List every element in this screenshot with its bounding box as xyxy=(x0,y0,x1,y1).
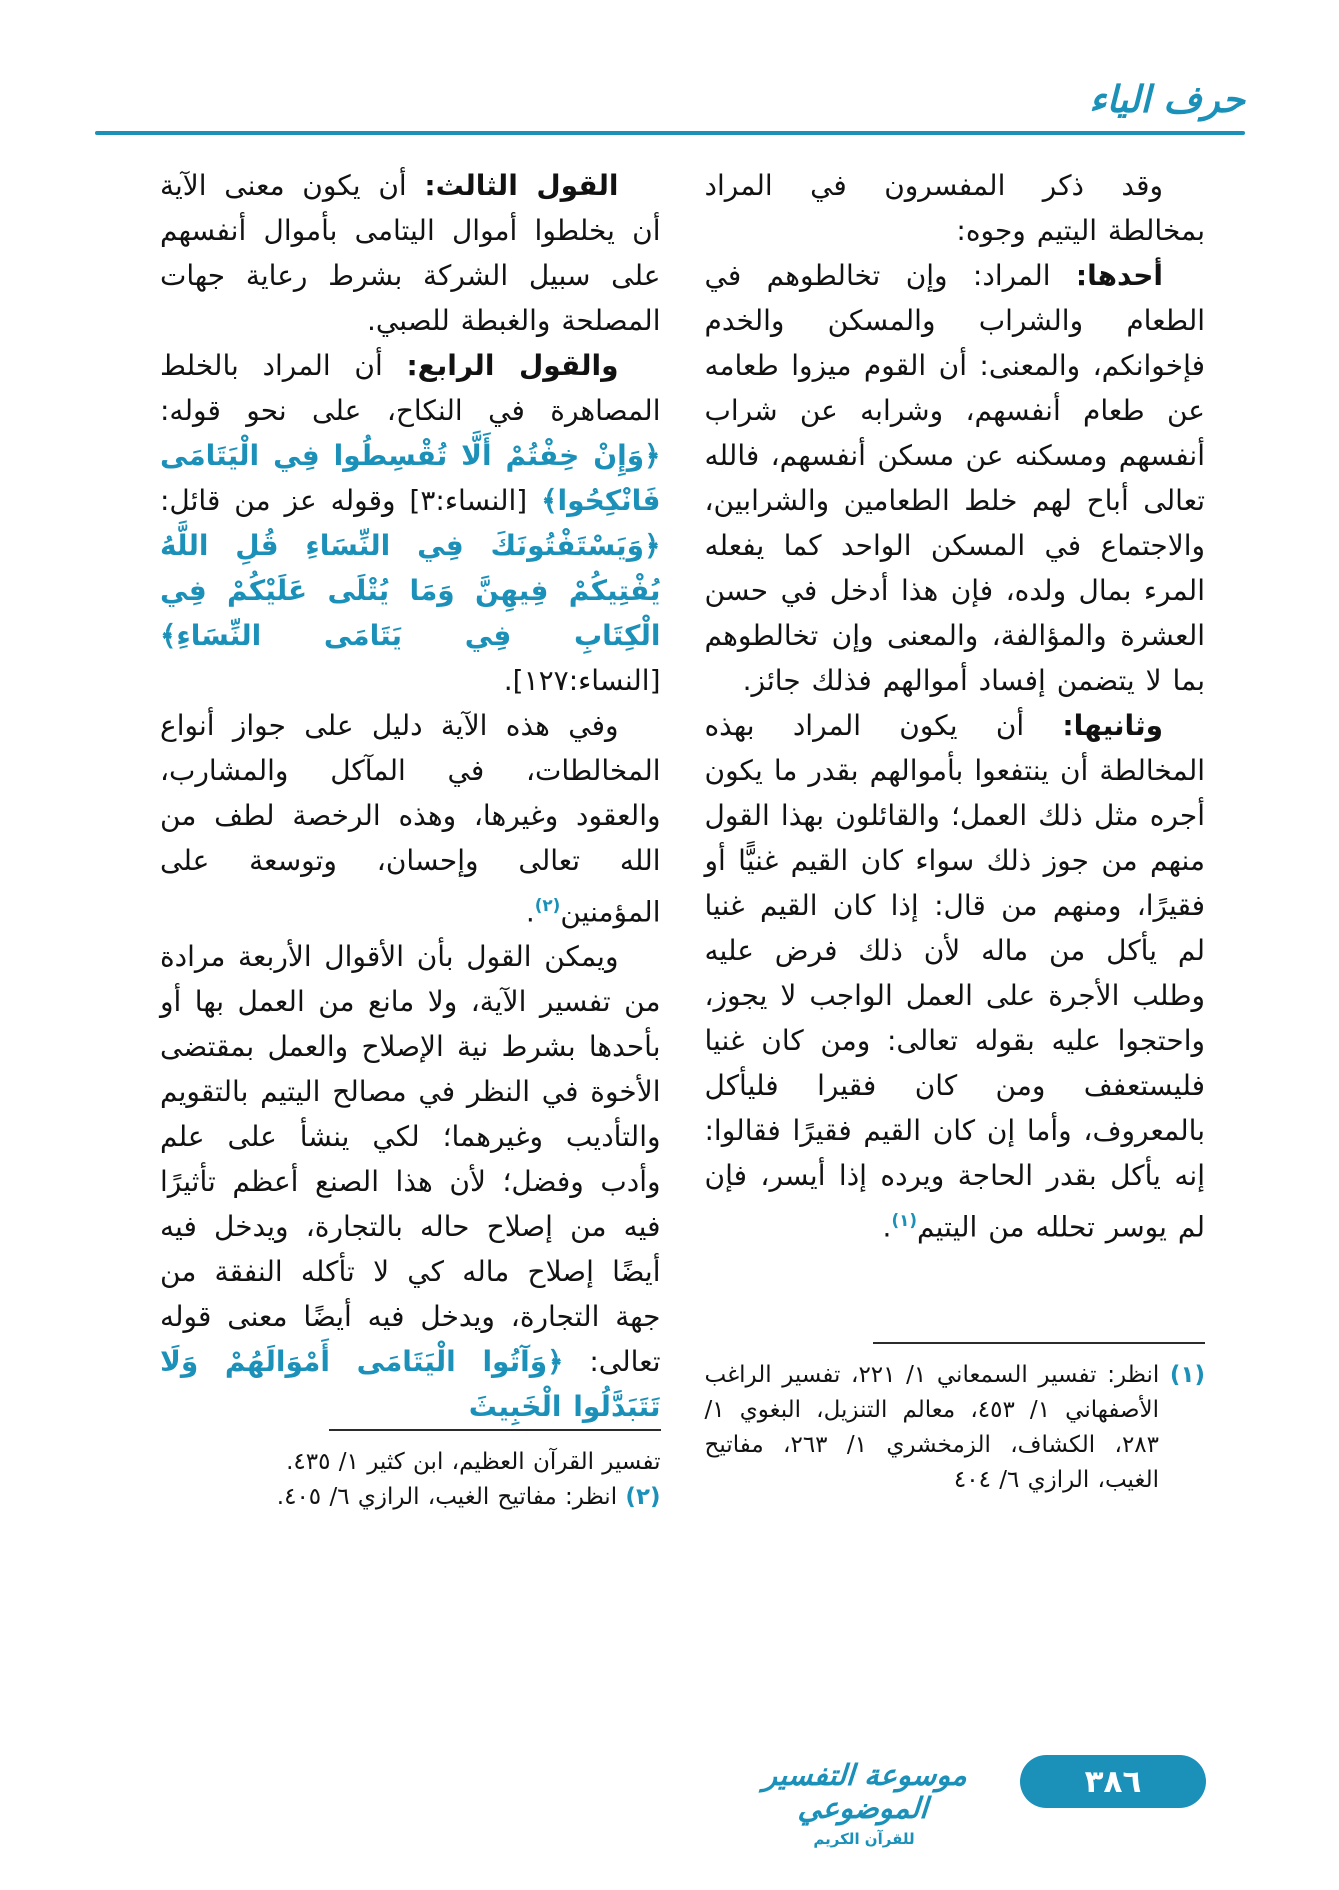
paragraph xyxy=(160,343,661,703)
headword: القول الثالث: xyxy=(424,168,619,202)
footnote-ref: (١) xyxy=(891,1209,918,1230)
text-run: [النساء:٣] وقوله عز من قائل: xyxy=(160,483,542,517)
quran-verse: ﴿وَيَسْتَفْتُونَكَ فِي النِّسَاءِ قُلِ اللَّهُ يُفْتِيكُمْ فِيهِنَّ وَمَا يُتْلَى عَلَيْكُمْ فِي الْكِتَابِ فِي يَتَامَى النِّسَاءِ﴾ xyxy=(160,528,661,652)
publisher-logo xyxy=(729,1759,999,1848)
footnote-item xyxy=(160,1445,661,1480)
publisher-logo-subtitle: للقرآن الكريم xyxy=(813,1830,915,1848)
publisher-logo-title: موسوعة التفسير الموضوعي xyxy=(762,1758,969,1826)
headword: والقول الرابع: xyxy=(406,348,619,382)
left-column-text xyxy=(160,163,661,1429)
footnote-number: (١) xyxy=(1169,1361,1205,1388)
footnote-separator xyxy=(873,1342,1205,1344)
footnote-item xyxy=(160,1480,661,1515)
text-run: تفسير القرآن العظيم، ابن كثير ١/ ٤٣٥. xyxy=(286,1449,661,1476)
page-number-badge xyxy=(1020,1755,1206,1808)
text-run: [النساء:١٢٧]. xyxy=(503,663,661,697)
right-column-text xyxy=(705,163,1206,1249)
right-column xyxy=(705,163,1206,1498)
text-columns xyxy=(0,135,1339,1511)
right-footnotes xyxy=(705,1342,1206,1498)
text-run: المراد: وإن تخالطوهم في الطعام والشراب والمسكن والخدم فإخوانكم، والمعنى: أن القوم ميزوا طعامه عن طعام أنفسهم، وشرابه عن شراب أنفسهم ومسكنه عن مسكن أنفسهم، فالله تعالى أباح لهم خلط الطعامين والشرابين، والاجتماع في المسكن الواحد كما يفعله المرء بمال ولده، فإن هذا أدخل في حسن العشرة والمؤالفة، والمعنى وإن تخالطوهم بما لا يتضمن إفساد أموالهم فذلك جائز. xyxy=(704,258,1205,697)
headword: أحدها: xyxy=(1075,258,1163,292)
paragraph xyxy=(160,163,661,343)
quran-verse: ﴿وَإِنْ خِفْتُمْ أَلَّا تُقْسِطُوا فِي الْيَتَامَى فَانْكِحُوا﴾ xyxy=(160,438,661,517)
footnote-separator xyxy=(329,1429,661,1431)
text-run: أن يكون المراد بهذه المخالطة أن ينتفعوا بأموالهم بقدر ما يكون أجره مثل ذلك العمل؛ والقائلون بهذا القول منهم من جوز ذلك سواء كان القيم غنيًّا أو فقيرًا، ومنهم من قال: إذا كان القيم غنيا لم يأكل من ماله لأن ذلك فرض عليه وطلب الأجرة على العمل الواجب لا يجوز، واحتجوا عليه بقوله تعالى: ومن كان غنيا فليستعفف ومن كان فقيرا فليأكل بالمعروف، وأما إن كان القيم فقيرًا فقالوا: إنه يأكل بقدر الحاجة ويرده إذا أيسر، فإن لم يوسر تحلله من اليتيم xyxy=(704,708,1205,1244)
headword: وثانيها: xyxy=(1062,708,1163,742)
text-run: أن المراد بالخلط المصاهرة في النكاح، على نحو قوله: xyxy=(160,348,661,427)
text-run: أن يكون معنى الآية أن يخلطوا أموال اليتامى بأموال أنفسهم على سبيل الشركة بشرط رعاية جهات المصلحة والغبطة للصبي. xyxy=(160,168,661,337)
paragraph xyxy=(705,703,1206,1249)
text-run: ويمكن القول بأن الأقوال الأربعة مرادة من تفسير الآية، ولا مانع من العمل بها أو بأحدها بشرط نية الإصلاح والعمل بمقتضى الأخوة في النظر في مصالح اليتيم بالتقويم والتأديب وغيرهما؛ لكي ينشأ على علم وأدب وفضل؛ لأن هذا الصنع أعظم تأثيرًا فيه من إصلاح حاله بالتجارة، ويدخل فيه أيضًا إصلاح ماله كي لا تأكله النفقة من جهة التجارة، ويدخل فيه أيضًا معنى قوله تعالى: xyxy=(160,940,661,1379)
footnote-ref: (٢) xyxy=(534,894,561,915)
paragraph xyxy=(160,703,661,934)
text-run: انظر: تفسير السمعاني ١/ ٢٢١، تفسير الراغب الأصفهاني ١/ ٤٥٣، معالم التنزيل، البغوي ١/ ٢٨٣، الكشاف، الزمخشري ١/ ٢٦٣، مفاتيح الغيب، الرازي ٦/ ٤٠٤ xyxy=(704,1361,1170,1493)
quran-verse: ﴿وَآتُوا الْيَتَامَى أَمْوَالَهُمْ وَلَا تَتَبَدَّلُوا الْخَبِيثَ xyxy=(160,1345,661,1424)
paragraph xyxy=(705,163,1206,253)
page-header xyxy=(0,0,1339,135)
text-run: . xyxy=(882,1210,892,1244)
right-footnote-items xyxy=(705,1358,1206,1498)
left-footnote-items xyxy=(160,1445,661,1515)
text-run: وفي هذه الآية دليل على جواز أنواع المخالطات، في المآكل والمشارب، والعقود وغيرها، وهذه الرخصة لطف من الله تعالى وإحسان، وتوسعة على المؤمنين xyxy=(160,708,661,929)
left-column xyxy=(160,163,661,1511)
text-run: وقد ذكر المفسرون في المراد بمخالطة اليتيم وجوه: xyxy=(704,168,1205,247)
page-number: ٣٨٦ xyxy=(1084,1763,1142,1800)
text-run: انظر: مفاتيح الغيب، الرازي ٦/ ٤٠٥. xyxy=(276,1484,626,1511)
text-run: . xyxy=(525,895,535,929)
left-footnotes xyxy=(160,1429,661,1515)
paragraph xyxy=(160,934,661,1429)
footnote-item xyxy=(705,1358,1206,1498)
footnote-number: (٢) xyxy=(625,1484,661,1511)
chapter-title: حرف الياء xyxy=(1089,78,1245,121)
paragraph xyxy=(705,253,1206,703)
